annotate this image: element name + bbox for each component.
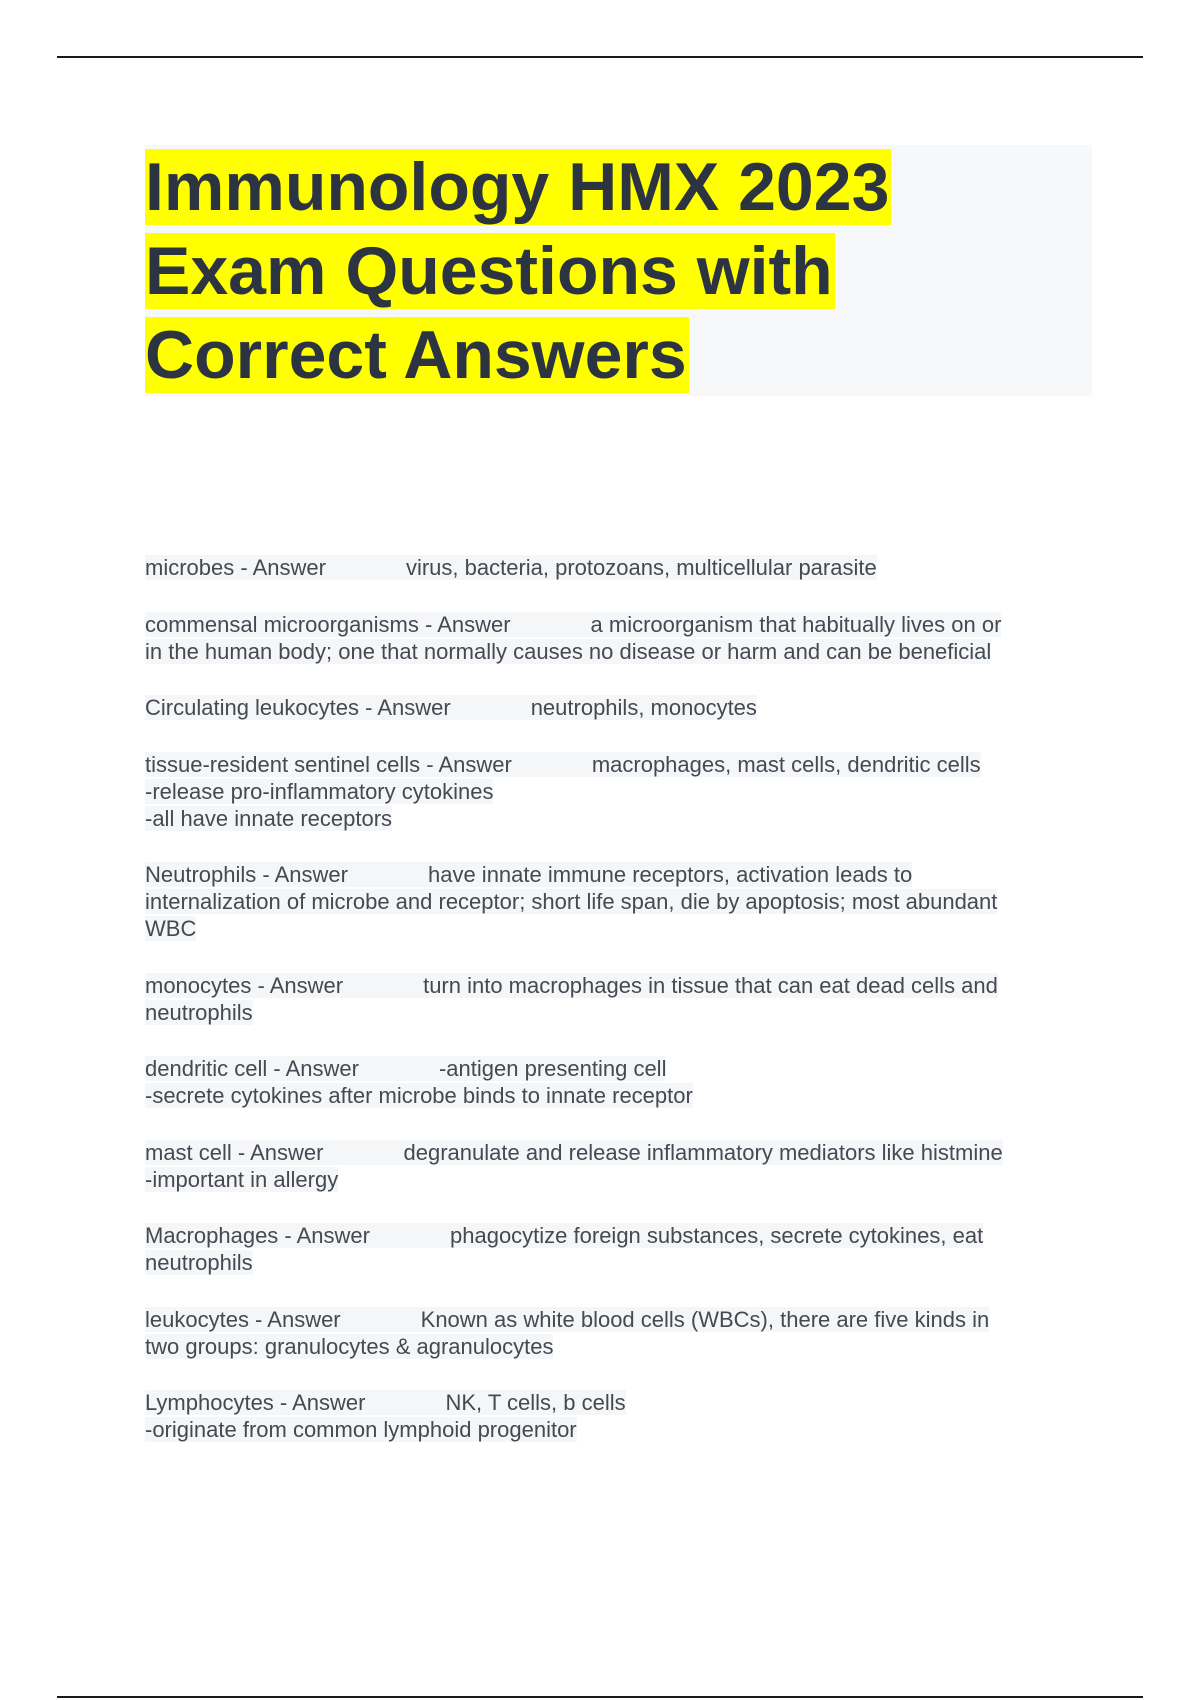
qa-term: commensal microorganisms - Answer xyxy=(145,612,511,637)
qa-answer-text: have innate immune receptors, activation leads to xyxy=(427,862,913,887)
qa-answer-text: -originate from common lymphoid progenitor xyxy=(145,1417,577,1442)
qa-first-line xyxy=(145,1389,626,1416)
qa-answer-line xyxy=(145,999,998,1026)
qa-answer-text: -release pro-inflammatory cytokines xyxy=(145,779,494,804)
qa-item xyxy=(145,694,757,721)
qa-first-line xyxy=(145,972,998,999)
qa-first-line xyxy=(145,1139,1003,1166)
qa-term: Lymphocytes - Answer xyxy=(145,1390,366,1415)
qa-item xyxy=(145,1306,989,1360)
qa-term: tissue-resident sentinel cells - Answer xyxy=(145,752,512,777)
qa-answer-text: in the human body; one that normally causes no disease or harm and can be beneficial xyxy=(145,639,992,664)
qa-answer-text: a microorganism that habitually lives on or xyxy=(590,612,1002,637)
title-line: Immunology HMX 2023 xyxy=(145,149,890,225)
qa-item xyxy=(145,1055,693,1109)
qa-first-line xyxy=(145,1055,693,1082)
qa-answer-text: two groups: granulocytes & agranulocytes xyxy=(145,1334,554,1359)
qa-first-line xyxy=(145,694,757,721)
qa-item xyxy=(145,1139,1003,1193)
qa-answer-text: neutrophils xyxy=(145,1250,253,1275)
qa-first-line xyxy=(145,861,997,888)
qa-item xyxy=(145,1222,983,1276)
qa-answer-line xyxy=(145,778,981,805)
qa-first-line xyxy=(145,751,981,778)
qa-term: leukocytes - Answer xyxy=(145,1307,341,1332)
qa-answer-line xyxy=(145,915,997,942)
qa-item xyxy=(145,751,981,832)
qa-first-line xyxy=(145,554,877,581)
qa-answer-text: Known as white blood cells (WBCs), there are five kinds in xyxy=(420,1307,990,1332)
qa-term: microbes - Answer xyxy=(145,555,326,580)
qa-item xyxy=(145,554,877,581)
qa-answer-text: -secrete cytokines after microbe binds to innate receptor xyxy=(145,1083,693,1108)
qa-answer-text: virus, bacteria, protozoans, multicellular parasite xyxy=(405,555,877,580)
qa-term: Neutrophils - Answer xyxy=(145,862,348,887)
qa-term: mast cell - Answer xyxy=(145,1140,324,1165)
qa-term: Macrophages - Answer xyxy=(145,1223,370,1248)
qa-answer-text: internalization of microbe and receptor; short life span, die by apoptosis; most abundant xyxy=(145,889,998,914)
qa-answer-line xyxy=(145,638,1001,665)
qa-answer-line xyxy=(145,888,997,915)
bottom-rule xyxy=(57,1696,1143,1698)
qa-answer-text: phagocytize foreign substances, secrete cytokines, eat xyxy=(450,1223,984,1248)
qa-item xyxy=(145,861,997,942)
qa-answer-text: -all have innate receptors xyxy=(145,806,393,831)
qa-term: Circulating leukocytes - Answer xyxy=(145,695,451,720)
qa-answer-text: -antigen presenting cell xyxy=(438,1056,667,1081)
qa-answer-line xyxy=(145,1166,1003,1193)
qa-answer-text: turn into macrophages in tissue that can eat dead cells and xyxy=(423,973,998,998)
qa-answer-text: WBC xyxy=(145,916,197,941)
qa-answer-text: -important in allergy xyxy=(145,1167,339,1192)
qa-item xyxy=(145,972,998,1026)
document-title xyxy=(145,145,1092,396)
qa-answer-text: macrophages, mast cells, dendritic cells xyxy=(591,752,981,777)
qa-answer-text: NK, T cells, b cells xyxy=(445,1390,626,1415)
qa-answer-text: neutrophils, monocytes xyxy=(530,695,757,720)
qa-answer-line xyxy=(145,1249,983,1276)
qa-item xyxy=(145,1389,626,1443)
qa-answer-line xyxy=(145,1082,693,1109)
qa-first-line xyxy=(145,1222,983,1249)
qa-first-line xyxy=(145,611,1001,638)
qa-answer-line xyxy=(145,1333,989,1360)
qa-answer-text: degranulate and release inflammatory mediators like histmine xyxy=(403,1140,1003,1165)
qa-term: monocytes - Answer xyxy=(145,973,344,998)
title-line: Correct Answers xyxy=(145,317,687,393)
qa-answer-line xyxy=(145,805,981,832)
qa-term: dendritic cell - Answer xyxy=(145,1056,359,1081)
qa-answer-line xyxy=(145,1416,626,1443)
top-rule xyxy=(57,56,1143,58)
title-line: Exam Questions with xyxy=(145,233,833,309)
qa-item xyxy=(145,611,1001,665)
qa-first-line xyxy=(145,1306,989,1333)
qa-answer-text: neutrophils xyxy=(145,1000,253,1025)
